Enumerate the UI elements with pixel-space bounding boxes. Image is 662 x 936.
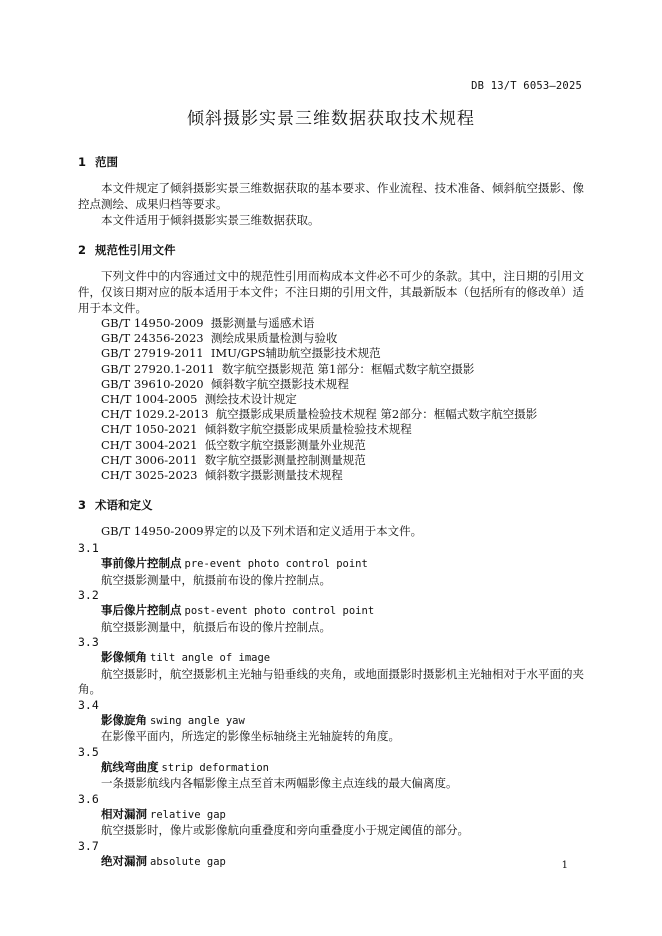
term-entry [78,541,584,588]
term-name-zh: 事前像片控制点 [101,556,182,571]
reference-item [78,407,584,422]
section-number: 3 [78,498,87,513]
reference-title: 摄影测量与遥感术语 [210,316,315,330]
term-number: 3.7 [78,838,99,853]
reference-title: 倾斜数字航空摄影技术规程 [210,376,349,391]
reference-title: 测绘技术设计规定 [204,392,297,407]
document-title: 倾斜摄影实景三维数据获取技术规程 [187,109,475,129]
term-name-en: absolute gap [150,855,226,868]
term-number: 3.2 [78,588,99,603]
reference-code: GB/T 27920.1-2011 [101,361,215,376]
reference-item [78,377,584,392]
section-heading-scope [78,154,584,170]
page-number: 1 [561,860,568,871]
term-name-en: post-event photo control point [184,605,375,618]
reference-item [78,468,584,483]
reference-item [78,453,584,468]
term-name-zh: 相对漏洞 [101,806,147,821]
paragraph: 下列文件中的内容通过文中的规范性引用而构成本文件必不可少的条款。其中，注日期的引用文件，仅该日期对应的版本适用于本文件；不注日期的引用文件，其最新版本（包括所有的修改单）适用于本文件。 [78,269,584,315]
section-title: 术语和定义 [95,498,153,513]
section-terms-body [78,523,584,870]
reference-code: CH/T 1029.2-2013 [101,407,209,422]
reference-item [78,316,584,331]
reference-code: GB/T 24356-2023 [101,331,204,346]
term-name-en: tilt angle of image [150,652,271,665]
term-number: 3.6 [78,791,99,806]
reference-item [78,362,584,377]
term-name [78,603,584,620]
term-name-en: relative gap [150,808,226,821]
term-number: 3.1 [78,541,99,556]
term-definition: 航空摄影时，像片或影像航向重叠度和旁向重叠度小于规定阈值的部分。 [101,823,469,838]
reference-code: CH/T 1004-2005 [101,392,198,407]
reference-item [78,331,584,346]
section-title: 范围 [95,155,118,169]
document-body [78,154,584,870]
term-definition: 一条摄影航线内各幅影像主点至首末两幅影像主点连线的最大偏离度。 [101,776,458,791]
term-name [78,854,584,871]
section-title: 规范性引用文件 [95,243,176,257]
paragraph: GB/T 14950-2009界定的以及下列术语和定义适用于本文件。 [101,524,423,539]
reference-code: CH/T 3006-2011 [101,452,198,467]
reference-item [78,346,584,361]
reference-code: GB/T 27919-2011 [101,346,204,361]
document-code: DB 13/T 6053—2025 [471,80,582,92]
reference-code: GB/T 39610-2020 [101,376,204,391]
reference-code: CH/T 3004-2021 [101,437,198,452]
reference-code: CH/T 3025-2023 [101,468,198,483]
term-name-zh: 影像旋角 [101,712,147,727]
term-name [78,807,584,824]
reference-title: 数字航空摄影测量控制测量规范 [204,452,366,467]
reference-item [78,438,584,453]
term-name-zh: 绝对漏洞 [101,853,147,868]
term-number: 3.5 [78,744,99,759]
term-name-en: strip deformation [161,761,269,774]
term-name-zh: 影像倾角 [101,650,147,665]
reference-title: 数字航空摄影规范 第1部分：框幅式数字航空摄影 [221,361,475,376]
reference-item [78,392,584,407]
section-number: 1 [78,155,87,169]
reference-title: 测绘成果质量检测与验收 [210,331,338,346]
term-entry [78,839,584,871]
paragraph: 本文件适用于倾斜摄影实景三维数据获取。 [101,213,320,227]
term-entry [78,745,584,792]
term-name [78,760,584,777]
reference-title: 倾斜数字航空摄影成果质量检验技术规程 [204,422,412,437]
term-name [78,650,584,667]
section-heading-terms [78,497,584,513]
term-definition: 航空摄影测量中，航摄后布设的像片控制点。 [101,619,331,634]
term-number: 3.3 [78,635,99,650]
term-name [78,713,584,730]
term-list [78,541,584,870]
section-references-body [78,268,584,483]
term-definition: 航空摄影时，航空摄影机主光轴与铅垂线的夹角，或地面摄影时摄影机主光轴相对于水平面的夹角。 [78,666,584,697]
term-name-en: swing angle yaw [150,714,245,727]
section-heading-normative-references [78,242,584,258]
paragraph: 本文件规定了倾斜摄影实景三维数据获取的基本要求、作业流程、技术准备、倾斜航空摄影、像控点测绘、成果归档等要求。 [78,181,584,211]
term-entry [78,588,584,635]
reference-title: IMU/GPS辅助航空摄影技术规范 [210,346,381,361]
term-definition: 在影像平面内，所选定的影像坐标轴绕主光轴旋转的角度。 [101,729,400,744]
reference-title: 倾斜数字摄影测量技术规程 [204,468,343,483]
term-entry [78,698,584,745]
reference-code: CH/T 1050-2021 [101,422,198,437]
term-name-zh: 事后像片控制点 [101,603,182,618]
term-name-zh: 航线弯曲度 [101,759,159,774]
term-number: 3.4 [78,697,99,712]
reference-code: GB/T 14950-2009 [101,316,204,330]
section-scope-body [78,180,584,228]
reference-title: 航空摄影成果质量检验技术规程 第2部分：框幅式数字航空摄影 [215,407,538,422]
reference-item [78,422,584,437]
section-number: 2 [78,243,87,257]
term-definition: 航空摄影测量中，航摄前布设的像片控制点。 [101,572,331,587]
term-entry [78,635,584,698]
reference-title: 低空数字航空摄影测量外业规范 [204,437,366,452]
term-name-en: pre-event photo control point [184,558,368,571]
term-name [78,556,584,573]
term-entry [78,792,584,839]
reference-list [78,316,584,483]
